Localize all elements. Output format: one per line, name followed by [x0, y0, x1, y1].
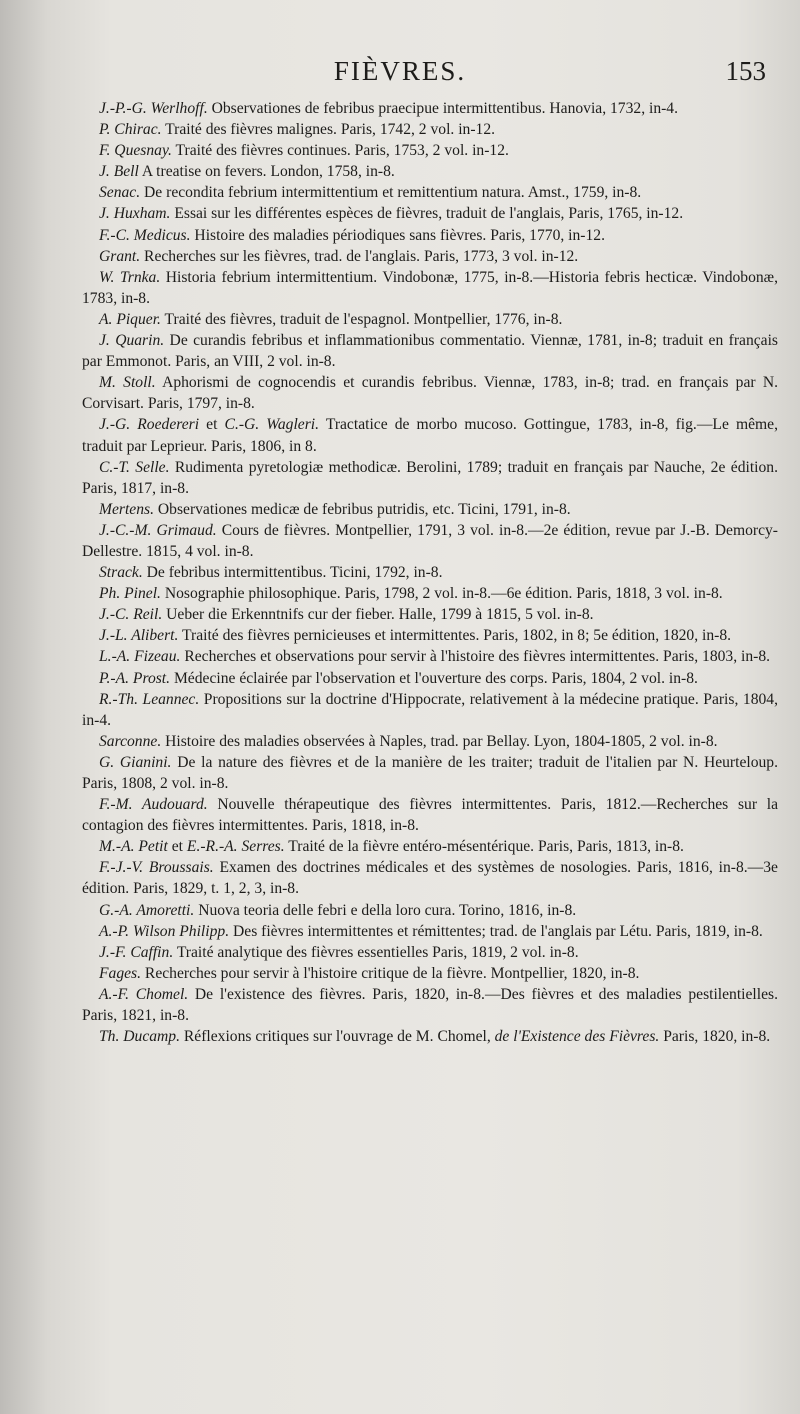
bibliography-entry	[82, 900, 778, 921]
entry-text: Aphorismi de cognocendis et curandis febribus. Viennæ, 1783, in-8; trad. en français par N. Corvisart. Paris, 1797, in-8.	[82, 374, 779, 413]
entry-text: Des fièvres intermittentes et rémittentes; trad. de l'anglais par Létu. Paris, 1819, in-8.	[229, 922, 763, 940]
bibliography-entry	[82, 604, 778, 625]
entry-text: A treatise on fevers. London, 1758, in-8.	[138, 163, 395, 181]
entry-author: J.-C. Reil.	[99, 606, 163, 624]
entry-author: F.-M. Audouard.	[99, 796, 208, 814]
entry-text: De curandis febribus et inflammationibus commentatio. Viennæ, 1781, in-8; traduit en français par Emmonot. Paris, an VIII, 2 vol. in-8.	[82, 332, 778, 371]
entry-text: De la nature des fièvres et de la manière de les traiter; traduit de l'italien par N. Heurteloup. Paris, 1808, 2 vol. in-8.	[82, 753, 778, 792]
entry-author: G. Gianini.	[99, 753, 172, 771]
bibliography-entry	[82, 857, 778, 899]
entry-text: Traité analytique des fièvres essentielles Paris, 1819, 2 vol. in-8.	[173, 943, 579, 961]
entry-text-continued: Paris, 1820, in-8.	[659, 1028, 771, 1046]
bibliography-entry	[82, 140, 778, 161]
bibliography-entry	[82, 836, 778, 857]
entry-text: Historia febrium intermittentium. Vindobonæ, 1775, in-8.—Historia febris hecticæ. Vindobonæ, 1783, in-8.	[82, 268, 778, 307]
entry-text: Observationes de febribus praecipue intermittentibus. Hanovia, 1732, in-4.	[207, 100, 679, 117]
bibliography-entry	[82, 309, 778, 330]
entry-text-continued: Traité de la fièvre entéro-mésentérique. Paris, Paris, 1813, in-8.	[284, 838, 684, 856]
entry-text: Recherches et observations pour servir à l'histoire des fièvres intermittentes. Paris, 1803, in-8.	[180, 648, 771, 666]
bibliography-entry	[82, 921, 778, 942]
entry-author: Mertens.	[99, 500, 154, 518]
bibliography-entry	[82, 625, 778, 646]
entry-text: Rudimenta pyretologiæ methodicæ. Berolini, 1789; traduit en français par Nauche, 2e édition. Paris, 1817, in-8.	[82, 458, 778, 497]
bibliography-entry	[82, 499, 778, 520]
entry-text: et	[167, 838, 187, 856]
entry-author: A.-F. Chomel.	[99, 985, 189, 1003]
entry-text: Traité des fièvres malignes. Paris, 1742, 2 vol. in-12.	[161, 121, 496, 139]
bibliography-entry	[82, 668, 778, 689]
entry-author: J.-L. Alibert.	[99, 627, 179, 645]
entry-author: R.-Th. Leannec.	[99, 690, 200, 708]
entry-author-secondary: de l'Existence des Fièvres.	[494, 1028, 660, 1046]
entry-text: Histoire des maladies périodiques sans fièvres. Paris, 1770, in-12.	[190, 226, 605, 244]
entry-author: F.-J.-V. Broussais.	[99, 859, 214, 877]
entry-text: Propositions sur la doctrine d'Hippocrate, relativement à la médecine pratique. Paris, 1804, in-4.	[82, 690, 778, 729]
entry-text: Traité des fièvres pernicieuses et intermittentes. Paris, 1802, in 8; 5e édition, 1820, in-8.	[178, 627, 732, 645]
entry-author-secondary: E.-R.-A. Serres.	[186, 838, 285, 856]
entry-text: Traité des fièvres continues. Paris, 1753, 2 vol. in-12.	[171, 142, 509, 160]
entry-author-secondary: C.-G. Wagleri.	[224, 416, 320, 434]
bibliography-entry	[82, 583, 778, 604]
entry-text: Nouvelle thérapeutique des fièvres intermittentes. Paris, 1812.—Recherches sur la contagion des fièvres intermittentes. Paris, 1818, in-8.	[82, 796, 778, 835]
entry-text: Ueber die Erkenntnifs cur der fieber. Halle, 1799 à 1815, 5 vol. in-8.	[162, 606, 594, 624]
bibliography-entry	[82, 562, 778, 583]
bibliography-entry	[82, 161, 778, 182]
bibliography-entry	[82, 225, 778, 246]
running-title: FIÈVRES.	[333, 56, 467, 86]
entry-text: De l'existence des fièvres. Paris, 1820, in-8.—Des fièvres et des maladies pestilentielles. Paris, 1821, in-8.	[82, 985, 778, 1025]
entry-author: G.-A. Amoretti.	[99, 901, 195, 919]
entry-text: Cours de fièvres. Montpellier, 1791, 3 vol. in-8.—2e édition, revue par J.-B. Demorcy-Dellestre. 1815, 4 vol. in-8.	[82, 521, 778, 560]
entry-text: De febribus intermittentibus. Ticini, 1792, in-8.	[142, 564, 443, 582]
entry-author: P. Chirac.	[99, 121, 162, 139]
entry-author: Th. Ducamp.	[99, 1028, 180, 1046]
entry-author: Ph. Pinel.	[99, 585, 161, 603]
entry-author: W. Trnka.	[99, 268, 161, 286]
bibliography-entry	[82, 119, 778, 140]
bibliography-entry	[82, 203, 778, 224]
entry-text: Histoire des maladies observées à Naples, trad. par Bellay. Lyon, 1804-1805, 2 vol. in-8.	[161, 732, 718, 750]
entry-text: Médecine éclairée par l'observation et l'ouverture des corps. Paris, 1804, 2 vol. in-8.	[170, 669, 698, 687]
entry-text: Examen des doctrines médicales et des systèmes de nosologies. Paris, 1816, in-8.—3e édition. Paris, 1829, t. 1, 2, 3, in-8.	[82, 859, 778, 898]
page-number: 153	[725, 56, 766, 86]
entry-text: Recherches pour servir à l'histoire critique de la fièvre. Montpellier, 1820, in-8.	[141, 964, 640, 982]
entry-author: A. Piquer.	[99, 310, 161, 328]
bibliography-entry	[82, 98, 778, 119]
bibliography-entry	[82, 942, 778, 963]
entry-author: F. Quesnay.	[99, 142, 172, 160]
entry-author: Grant.	[99, 247, 141, 265]
bibliography-entry	[82, 372, 778, 414]
entry-author: J. Quarin.	[99, 332, 165, 350]
entry-author: C.-T. Selle.	[99, 458, 170, 476]
entry-author: J.-F. Caffin.	[99, 943, 174, 961]
bibliography-entry	[82, 731, 778, 752]
bibliography-entry	[82, 1026, 778, 1047]
bibliography-entry	[82, 689, 778, 731]
bibliography-entry	[82, 520, 778, 562]
entry-text-continued: Tractatice de morbo mucoso. Gottingue, 1783, in-8, fig.—Le même, traduit par Leprieur. Paris, 1806, in 8.	[82, 416, 778, 455]
bibliography-entry	[82, 414, 778, 456]
bibliography-list	[82, 98, 778, 1047]
entry-text: De recondita febrium intermittentium et remittentium natura. Amst., 1759, in-8.	[140, 184, 642, 202]
entry-author: L.-A. Fizeau.	[99, 648, 181, 666]
entry-author: P.-A. Prost.	[99, 669, 171, 687]
entry-author: Fages.	[99, 964, 142, 982]
entry-author: J. Huxham.	[99, 205, 171, 223]
entry-author: J.-P.-G. Werlhoff.	[99, 100, 208, 117]
entry-text: Observationes medicæ de febribus putridis, etc. Ticini, 1791, in-8.	[154, 500, 571, 518]
entry-author: A.-P. Wilson Philipp.	[99, 922, 230, 940]
bibliography-entry	[82, 963, 778, 984]
bibliography-entry	[82, 984, 778, 1026]
bibliography-entry	[82, 752, 778, 794]
entry-author: Sarconne.	[99, 732, 162, 750]
entry-text: Nosographie philosophique. Paris, 1798, 2 vol. in-8.—6e édition. Paris, 1818, 3 vol. in-8.	[160, 585, 723, 603]
page-header	[0, 56, 800, 96]
entry-author: J.-C.-M. Grimaud.	[99, 521, 217, 539]
bibliography-entry	[82, 267, 778, 309]
entry-text: Essai sur les différentes espèces de fièvres, traduit de l'anglais, Paris, 1765, in-12.	[170, 205, 684, 223]
bibliography-entry	[82, 646, 778, 667]
entry-author: F.-C. Medicus.	[99, 226, 191, 244]
bibliography-entry	[82, 246, 778, 267]
bibliography-entry	[82, 457, 778, 499]
bibliography-entry	[82, 794, 778, 836]
entry-author: M.-A. Petit	[99, 838, 168, 856]
bibliography-entry	[82, 330, 778, 372]
entry-author: M. Stoll.	[99, 374, 156, 392]
entry-author: J.-G. Roedereri	[99, 416, 200, 434]
entry-author: Strack.	[99, 564, 143, 582]
bibliography-entry	[82, 182, 778, 203]
entry-text: et	[199, 416, 225, 434]
entry-text: Recherches sur les fièvres, trad. de l'anglais. Paris, 1773, 3 vol. in-12.	[140, 247, 579, 265]
entry-author: Senac.	[99, 184, 141, 202]
entry-author: J. Bell	[99, 163, 139, 181]
entry-text: Réflexions critiques sur l'ouvrage de M. Chomel,	[180, 1028, 495, 1046]
entry-text: Nuova teoria delle febri e della loro cura. Torino, 1816, in-8.	[194, 901, 577, 919]
entry-text: Traité des fièvres, traduit de l'espagnol. Montpellier, 1776, in-8.	[160, 310, 563, 328]
